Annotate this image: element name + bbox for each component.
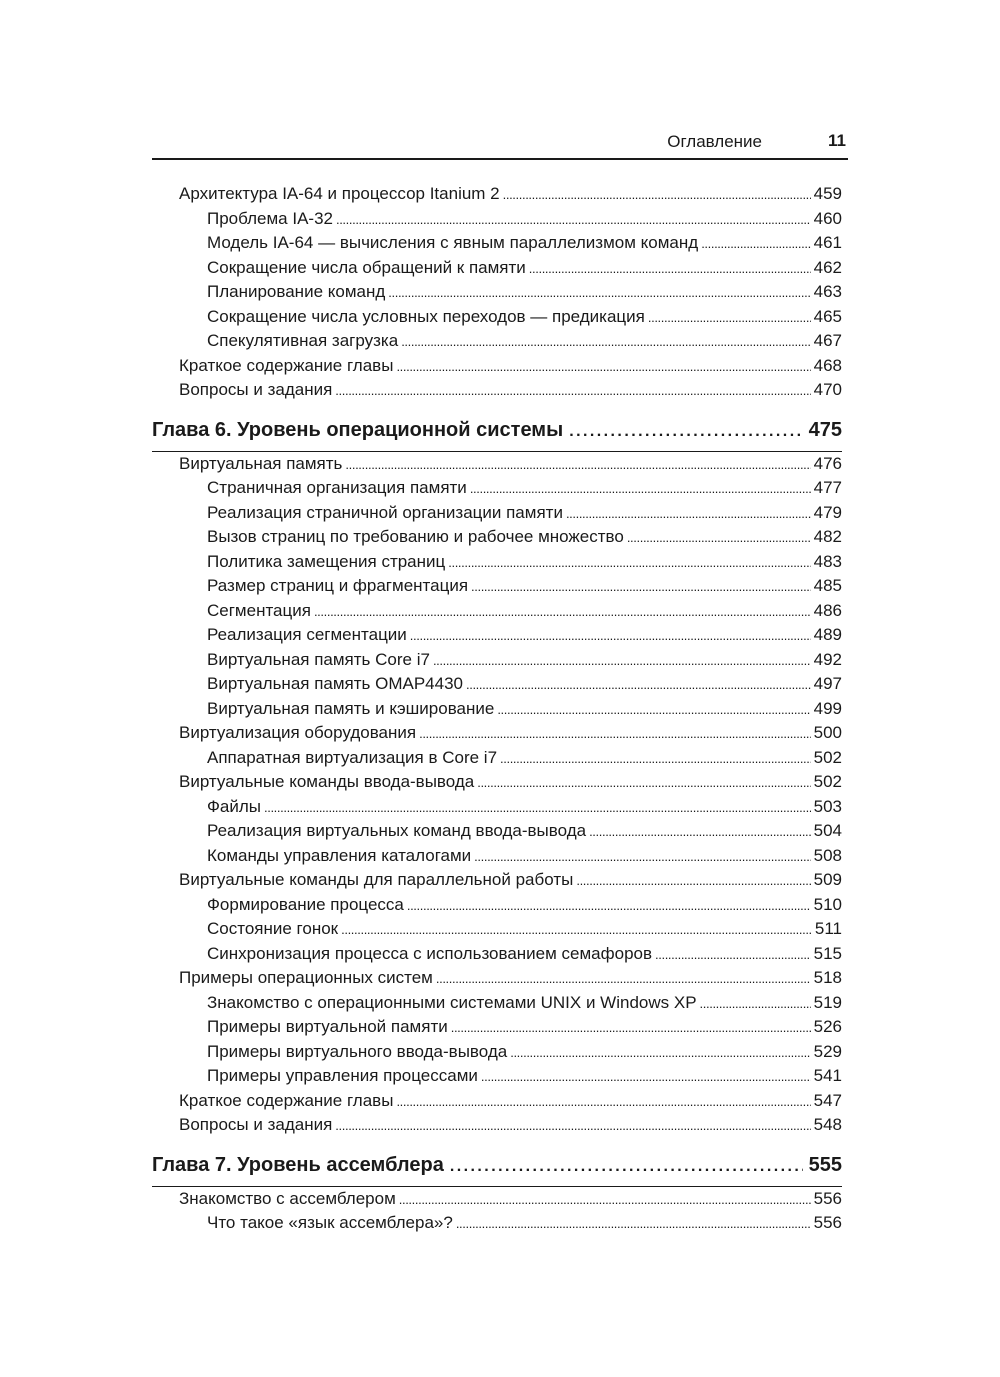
toc-subsection-entry: [152, 797, 842, 822]
dot-leader: [471, 576, 811, 596]
toc-section-entry: [152, 184, 842, 209]
entry-page: 479: [813, 502, 842, 522]
entry-page: 541: [813, 1066, 842, 1085]
toc-section-entry: [152, 380, 842, 405]
entry-title: Краткое содержание главы: [179, 355, 394, 375]
entry-title: Файлы: [207, 796, 262, 816]
dot-leader: [335, 380, 810, 400]
toc-subsection-entry: [152, 307, 842, 332]
entry-title: Вызов страниц по требованию и рабочее множество: [207, 527, 624, 546]
toc-subsection-entry: [152, 601, 842, 626]
entry-page: 468: [813, 355, 842, 375]
dot-leader: [396, 1091, 810, 1111]
entry-page: 503: [813, 796, 842, 816]
entry-title: Примеры виртуального ввода-вывода: [207, 1041, 508, 1061]
entry-page: 476: [813, 453, 842, 473]
entry-title: Виртуальная память: [179, 453, 343, 473]
entry-page: 489: [813, 625, 842, 644]
dot-leader: [399, 1189, 811, 1209]
entry-title: Виртуальная память OMAP4430: [207, 674, 464, 693]
entry-page: 526: [813, 1017, 842, 1036]
entry-title: Сокращение числа обращений к памяти: [207, 257, 526, 277]
entry-title: Команды управления каталогами: [207, 845, 472, 865]
dot-leader: [627, 527, 811, 547]
entry-title: Знакомство с операционными системами UNIX и Windows XP: [207, 992, 697, 1012]
entry-title: Примеры операционных систем: [179, 968, 433, 987]
entry-title: Реализация виртуальных команд ввода-вывода: [207, 821, 587, 840]
chapter-heading: [152, 419, 842, 451]
toc-subsection-entry: [152, 1213, 842, 1238]
entry-title: Виртуализация оборудования: [179, 723, 417, 742]
entry-page: 477: [813, 478, 842, 497]
toc-subsection-entry: [152, 919, 842, 944]
toc-subsection-entry: [152, 527, 842, 552]
dot-leader: [436, 968, 811, 988]
entry-page: 460: [813, 208, 842, 228]
chapter-title: Глава 7. Уровень ассемблера: [152, 1153, 444, 1176]
dot-leader: [410, 625, 811, 645]
entry-page: 510: [813, 894, 842, 914]
dot-leader: [456, 1213, 811, 1233]
entry-page: 482: [813, 527, 842, 546]
entry-page: 529: [813, 1041, 842, 1061]
entry-page: 492: [813, 649, 842, 669]
toc-subsection-entry: [152, 503, 842, 528]
dot-leader: [701, 233, 810, 253]
dot-leader: [396, 356, 810, 376]
chapter-page: 475: [808, 418, 842, 441]
toc-subsection-entry: [152, 552, 842, 577]
toc-section-entry: [152, 1189, 842, 1214]
toc-section-entry: [152, 870, 842, 895]
dot-leader: [529, 258, 811, 278]
entry-title: Реализация страничной организации памяти: [207, 502, 563, 522]
entry-page: 499: [813, 698, 842, 718]
dot-leader: [497, 699, 810, 719]
toc-subsection-entry: [152, 748, 842, 773]
dot-leader: [401, 331, 810, 351]
entry-page: 500: [813, 723, 842, 742]
entry-page: 461: [813, 233, 842, 252]
dot-leader: [407, 895, 811, 915]
entry-title: Модель IA-64 — вычисления с явным параллелизмом команд: [207, 233, 699, 252]
entry-title: Знакомство с ассемблером: [179, 1188, 396, 1208]
dot-leader: [566, 503, 811, 523]
entry-page: 547: [813, 1090, 842, 1110]
toc-subsection-entry: [152, 478, 842, 503]
toc-subsection-entry: [152, 576, 842, 601]
toc-subsection-entry: [152, 821, 842, 846]
chapter-rule: [152, 1186, 842, 1187]
chapter-heading: [152, 1154, 842, 1186]
dot-leader: [648, 307, 811, 327]
entry-page: 519: [813, 992, 842, 1012]
toc-subsection-entry: [152, 331, 842, 356]
entry-title: Политика замещения страниц: [207, 551, 446, 571]
dot-leader: [655, 944, 811, 964]
toc-subsection-entry: [152, 1042, 842, 1067]
entry-page: 556: [813, 1188, 842, 1208]
entry-title: Архитектура IA-64 и процессор Itanium 2: [179, 184, 500, 203]
dot-leader: [503, 184, 811, 204]
running-header: [152, 128, 848, 160]
entry-title: Что такое «язык ассемблера»?: [207, 1213, 453, 1232]
dot-leader: [466, 674, 811, 694]
dot-leader: [336, 209, 811, 229]
dot-leader: [388, 282, 810, 302]
dot-leader: [470, 478, 811, 498]
dot-leader: [500, 748, 811, 768]
entry-page: 465: [813, 306, 842, 326]
dot-leader: [576, 870, 810, 890]
entry-page: 502: [813, 747, 842, 767]
toc-section-entry: [152, 723, 842, 748]
page-number: 11: [828, 131, 846, 150]
entry-title: Спекулятивная загрузка: [207, 331, 399, 350]
entry-page: 509: [813, 870, 842, 889]
toc-subsection-entry: [152, 895, 842, 920]
toc-subsection-entry: [152, 209, 842, 234]
dot-leader: [264, 797, 811, 817]
toc-subsection-entry: [152, 993, 842, 1018]
chapter-rule: [152, 451, 842, 452]
toc-subsection-entry: [152, 233, 842, 258]
entry-page: 485: [813, 576, 842, 595]
entry-page: 515: [813, 943, 842, 963]
entry-title: Виртуальная память и кэширование: [207, 698, 495, 718]
entry-title: Вопросы и задания: [179, 1115, 333, 1134]
entry-title: Виртуальные команды для параллельной работы: [179, 870, 574, 889]
entry-page: 467: [813, 331, 842, 350]
dot-leader: [700, 993, 811, 1013]
dot-leader: [450, 1154, 803, 1177]
entry-title: Виртуальная память Core i7: [207, 649, 430, 669]
dot-leader: [448, 552, 810, 572]
toc-subsection-entry: [152, 699, 842, 724]
toc-subsection-entry: [152, 282, 842, 307]
entry-title: Размер страниц и фрагментация: [207, 576, 469, 595]
dot-leader: [433, 650, 811, 670]
entry-page: 556: [813, 1213, 842, 1232]
entry-title: Примеры виртуальной памяти: [207, 1017, 448, 1036]
entry-page: 548: [813, 1115, 842, 1134]
entry-title: Состояние гонок: [207, 919, 339, 938]
dot-leader: [419, 723, 811, 743]
entry-title: Виртуальные команды ввода-вывода: [179, 772, 475, 791]
entry-page: 497: [813, 674, 842, 693]
chapter-page: 555: [808, 1153, 842, 1176]
toc-subsection-entry: [152, 1017, 842, 1042]
dot-leader: [589, 821, 811, 841]
dot-leader: [481, 1066, 811, 1086]
toc-section-entry: [152, 772, 842, 797]
dot-leader: [341, 919, 812, 939]
entry-title: Синхронизация процесса с использованием семафоров: [207, 943, 653, 963]
entry-title: Планирование команд: [207, 282, 386, 301]
entry-page: 459: [813, 184, 842, 203]
toc-subsection-entry: [152, 674, 842, 699]
entry-title: Сокращение числа условных переходов — предикация: [207, 306, 645, 326]
toc-subsection-entry: [152, 1066, 842, 1091]
entry-page: 518: [813, 968, 842, 987]
dot-leader: [335, 1115, 810, 1135]
dot-leader: [510, 1042, 810, 1062]
toc-section-entry: [152, 968, 842, 993]
entry-page: 508: [813, 845, 842, 865]
table-of-contents: [152, 184, 842, 1238]
chapter-title: Глава 6. Уровень операционной системы: [152, 418, 564, 441]
entry-page: 463: [813, 282, 842, 301]
entry-title: Вопросы и задания: [179, 380, 333, 399]
entry-title: Сегментация: [207, 600, 311, 620]
toc-section-entry: [152, 454, 842, 479]
entry-page: 462: [813, 257, 842, 277]
entry-title: Краткое содержание главы: [179, 1090, 394, 1110]
toc-subsection-entry: [152, 944, 842, 969]
dot-leader: [345, 454, 810, 474]
dot-leader: [474, 846, 810, 866]
toc-subsection-entry: [152, 625, 842, 650]
toc-subsection-entry: [152, 258, 842, 283]
dot-leader: [451, 1017, 811, 1037]
entry-page: 486: [813, 600, 842, 620]
entry-title: Проблема IA-32: [207, 208, 333, 228]
dot-leader: [314, 601, 811, 621]
entry-page: 483: [813, 551, 842, 571]
toc-section-entry: [152, 1091, 842, 1116]
toc-subsection-entry: [152, 650, 842, 675]
toc-section-entry: [152, 1115, 842, 1140]
entry-page: 470: [813, 380, 842, 399]
dot-leader: [569, 419, 802, 442]
entry-title: Страничная организация памяти: [207, 478, 467, 497]
toc-subsection-entry: [152, 846, 842, 871]
entry-page: 511: [814, 919, 842, 938]
dot-leader: [477, 772, 810, 792]
entry-page: 502: [813, 772, 842, 791]
entry-title: Аппаратная виртуализация в Core i7: [207, 747, 498, 767]
entry-title: Формирование процесса: [207, 894, 404, 914]
entry-page: 504: [813, 821, 842, 840]
entry-title: Реализация сегментации: [207, 625, 407, 644]
entry-title: Примеры управления процессами: [207, 1066, 478, 1085]
running-header-title: Оглавление: [667, 132, 762, 151]
toc-section-entry: [152, 356, 842, 381]
